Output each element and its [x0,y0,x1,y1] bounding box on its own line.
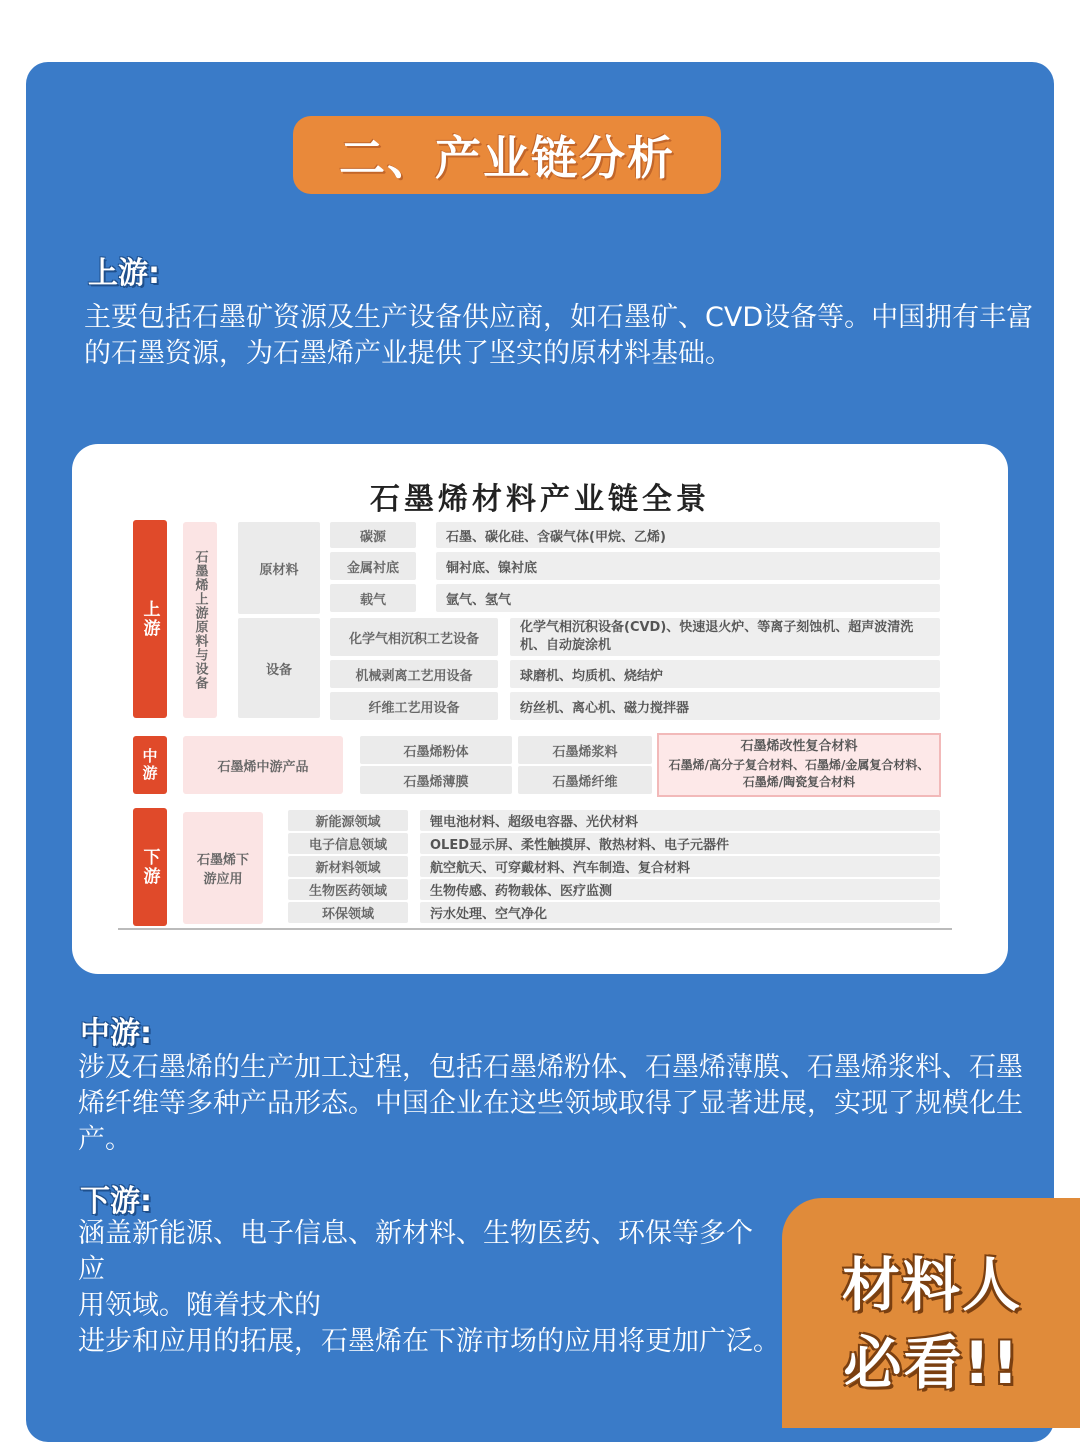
group-raw-materials: 原材料 [238,522,320,614]
group-equipment: 设备 [238,618,320,718]
stage-downstream: 下游 [133,808,167,926]
detail-new-materials: 航空航天、可穿戴材料、汽车制造、复合材料 [420,856,940,877]
product-film: 石墨烯薄膜 [360,766,512,794]
item-fiber-equipment: 纤维工艺用设备 [330,692,498,720]
detail-carbon-source: 石墨、碳化硅、含碳气体(甲烷、乙烯) [436,522,940,548]
detail-biomedicine: 生物传感、药物载体、医疗监测 [420,879,940,900]
product-slurry: 石墨烯浆料 [518,736,652,764]
detail-mechanical-equipment: 球磨机、均质机、烧结炉 [510,660,940,688]
product-fiber: 石墨烯纤维 [518,766,652,794]
detail-metal-substrate: 铜衬底、镍衬底 [436,552,940,580]
field-new-materials: 新材料领域 [288,856,408,877]
midstream-heading: 中游: [80,1016,152,1051]
upstream-heading: 上游: [88,256,160,291]
downstream-line-2: 用领域。随着技术的 [78,1290,321,1321]
upstream-body: 主要包括石墨矿资源及生产设备供应商，如石墨矿、CVD设备等。中国拥有丰富的石墨资源，为石墨烯产业提供了坚实的原材料基础。 [84,302,1034,369]
upstream-category: 石墨烯上游原料与设备 [183,522,217,718]
downstream-heading: 下游: [80,1184,152,1219]
composite-materials-box [657,733,941,797]
item-carbon-source: 碳源 [330,522,416,548]
item-mechanical-equipment: 机械剥离工艺用设备 [330,660,498,688]
stage-upstream: 上游 [133,520,167,718]
section-title: 二、产业链分析 [339,131,675,185]
midstream-body: 涉及石墨烯的生产加工过程，包括石墨烯粉体、石墨烯薄膜、石墨烯浆料、石墨烯纤维等多种产品形态。中国企业在这些领域取得了显著进展，实现了规模化生产。 [78,1052,1023,1155]
downstream-line-3: 进步和应用的拓展，石墨烯在下游市场的应用将更加广泛。 [78,1326,780,1357]
field-environment: 环保领域 [288,902,408,923]
stage-midstream: 中游 [133,736,167,794]
downstream-category: 石墨烯下游应用 [183,812,263,924]
field-biomedicine: 生物医药领域 [288,879,408,900]
detail-cvd-equipment: 化学气相沉积设备(CVD)、快速退火炉、等离子刻蚀机、超声波清洗机、自动旋涂机 [510,618,940,656]
section-title-pill [293,116,721,194]
composite-title: 石墨烯改性复合材料 [740,739,858,754]
promo-badge [782,1198,1080,1428]
downstream-line-1: 涵盖新能源、电子信息、新材料、生物医药、环保等多个应 [78,1218,753,1285]
downstream-body [78,1216,778,1360]
badge-line-1: 材料人 [841,1251,1022,1319]
detail-new-energy: 锂电池材料、超级电容器、光伏材料 [420,810,940,831]
midstream-category: 石墨烯中游产品 [183,736,343,794]
detail-environment: 污水处理、空气净化 [420,902,940,923]
badge-line-2: 必看!! [843,1329,1021,1397]
detail-carrier-gas: 氩气、氢气 [436,584,940,612]
detail-electronics: OLED显示屏、柔性触摸屏、散热材料、电子元器件 [420,833,940,854]
figure-divider [118,928,952,930]
product-powder: 石墨烯粉体 [360,736,512,764]
figure-title: 石墨烯材料产业链全景 [370,482,710,517]
composite-body: 石墨烯/高分子复合材料、石墨烯/金属复合材料、石墨烯/陶瓷复合材料 [668,758,930,789]
item-cvd-equipment: 化学气相沉积工艺设备 [330,618,498,656]
item-carrier-gas: 载气 [330,584,416,612]
field-new-energy: 新能源领域 [288,810,408,831]
field-electronics: 电子信息领域 [288,833,408,854]
detail-fiber-equipment: 纺丝机、离心机、磁力搅拌器 [510,692,940,720]
item-metal-substrate: 金属衬底 [330,552,416,580]
